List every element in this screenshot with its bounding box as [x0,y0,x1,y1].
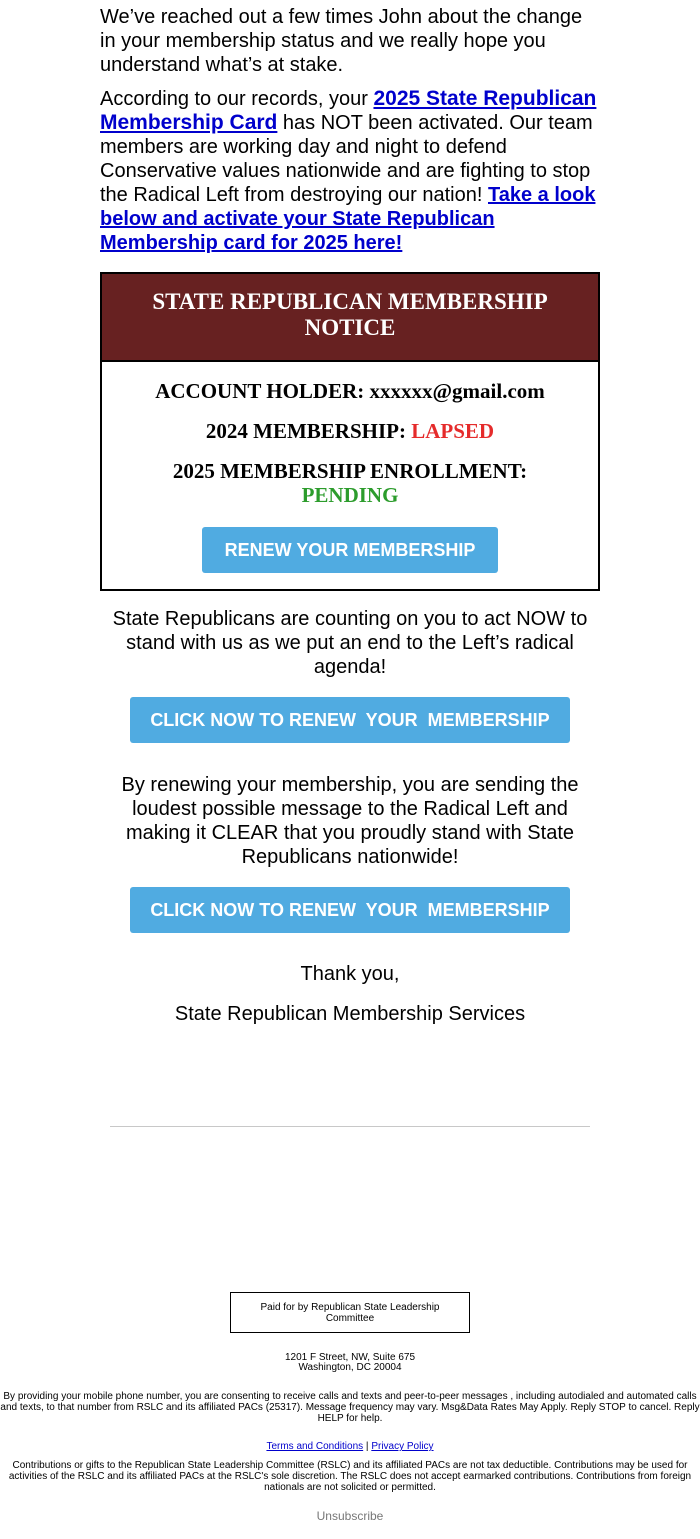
paid-for-line-1: Paid for by Republican State Leadership [260,1302,440,1313]
enrollment-2025-line [112,459,588,507]
address-line-1: 1201 F Street, NW, Suite 675 [284,1352,416,1363]
membership-notice-box [100,272,600,591]
enrollment-2025-label: 2025 MEMBERSHIP ENROLLMENT: [172,459,528,483]
unsubscribe-link[interactable]: Unsubscribe [316,1509,384,1523]
intro-paragraph-2 [100,87,600,255]
signature-text: State Republican Membership Services [174,1003,526,1025]
membership-2024-line [112,419,588,443]
account-holder-label: ACCOUNT HOLDER: [155,379,370,403]
sms-consent-notice: By providing your mobile phone number, you are consenting to receive calls and texts and peer-to-peer messages , including autodialed and automated calls and texts, to that number from RSLC and its affiliated PACs (25317). Message frequency may vary. Msg&Data Rates May Apply. Reply STOP to cancel. Reply HELP for help. [0,1391,700,1424]
intro-paragraph-1: We’ve reached out a few times John about the change in your membership status and we really hope you understand what’s at stake. [100,6,583,76]
body-paragraph-2: By renewing your membership, you are sending the loudest possible message to the Radical Left and making it CLEAR that you proudly stand with State Republicans nationwide! [121,774,579,868]
cta-row-2 [100,887,600,933]
membership-2024-status: LAPSED [411,419,495,443]
renew-membership-button[interactable]: RENEW YOUR MEMBERSHIP [202,527,498,573]
footer [0,1292,700,1523]
footer-divider [110,1126,590,1127]
address-line-2: Washington, DC 20004 [298,1362,402,1373]
click-now-renew-button-1[interactable]: CLICK NOW TO RENEW YOUR MEMBERSHIP [130,697,570,743]
email-content [100,0,600,1127]
intro-text-start: According to our records, your [100,88,374,110]
mailing-address [0,1353,700,1373]
paid-for-line-2: Committee [325,1313,375,1324]
membership-card-link[interactable]: 2025 State Republican Membership Card [100,87,597,134]
paid-for-box [230,1292,470,1333]
activate-membership-link[interactable]: Take a look below and activate your State Republican Membership card for 2025 here! [100,184,596,254]
thank-you-text: Thank you, [300,963,400,985]
cta-row-1 [100,697,600,743]
link-separator: | [363,1441,372,1452]
body-paragraph-1: State Republicans are counting on you to act NOW to stand with us as we put an end to the Left’s radical agenda! [112,608,588,678]
terms-link[interactable]: Terms and Conditions [266,1441,364,1452]
privacy-link[interactable]: Privacy Policy [371,1441,434,1452]
policy-links [0,1441,700,1452]
notice-title: STATE REPUBLICAN MEMBERSHIP NOTICE [102,274,598,362]
enrollment-2025-status: PENDING [301,483,399,507]
click-now-renew-button-2[interactable]: CLICK NOW TO RENEW YOUR MEMBERSHIP [130,887,570,933]
account-holder-line [112,379,588,403]
account-holder-email: xxxxxx@gmail.com [369,379,545,403]
intro-section [100,5,600,255]
notice-body [102,362,598,589]
contributions-disclaimer: Contributions or gifts to the Republican State Leadership Committee (RSLC) and its affiliated PACs are not tax deductible. Contributions may be used for activities of the RSLC and its affiliated PACs at the RSLC's sole discretion. The RSLC does not accept earmarked contributions. Contributions from foreign nationals are not solicited or permitted. [8,1460,692,1493]
intro-text-mid: has NOT been activated. Our team members are working day and night to defend Conservative values nationwide and are fighting to stop the Radical Left from destroying our nation! [100,112,593,206]
membership-2024-label: 2024 MEMBERSHIP: [205,419,412,443]
